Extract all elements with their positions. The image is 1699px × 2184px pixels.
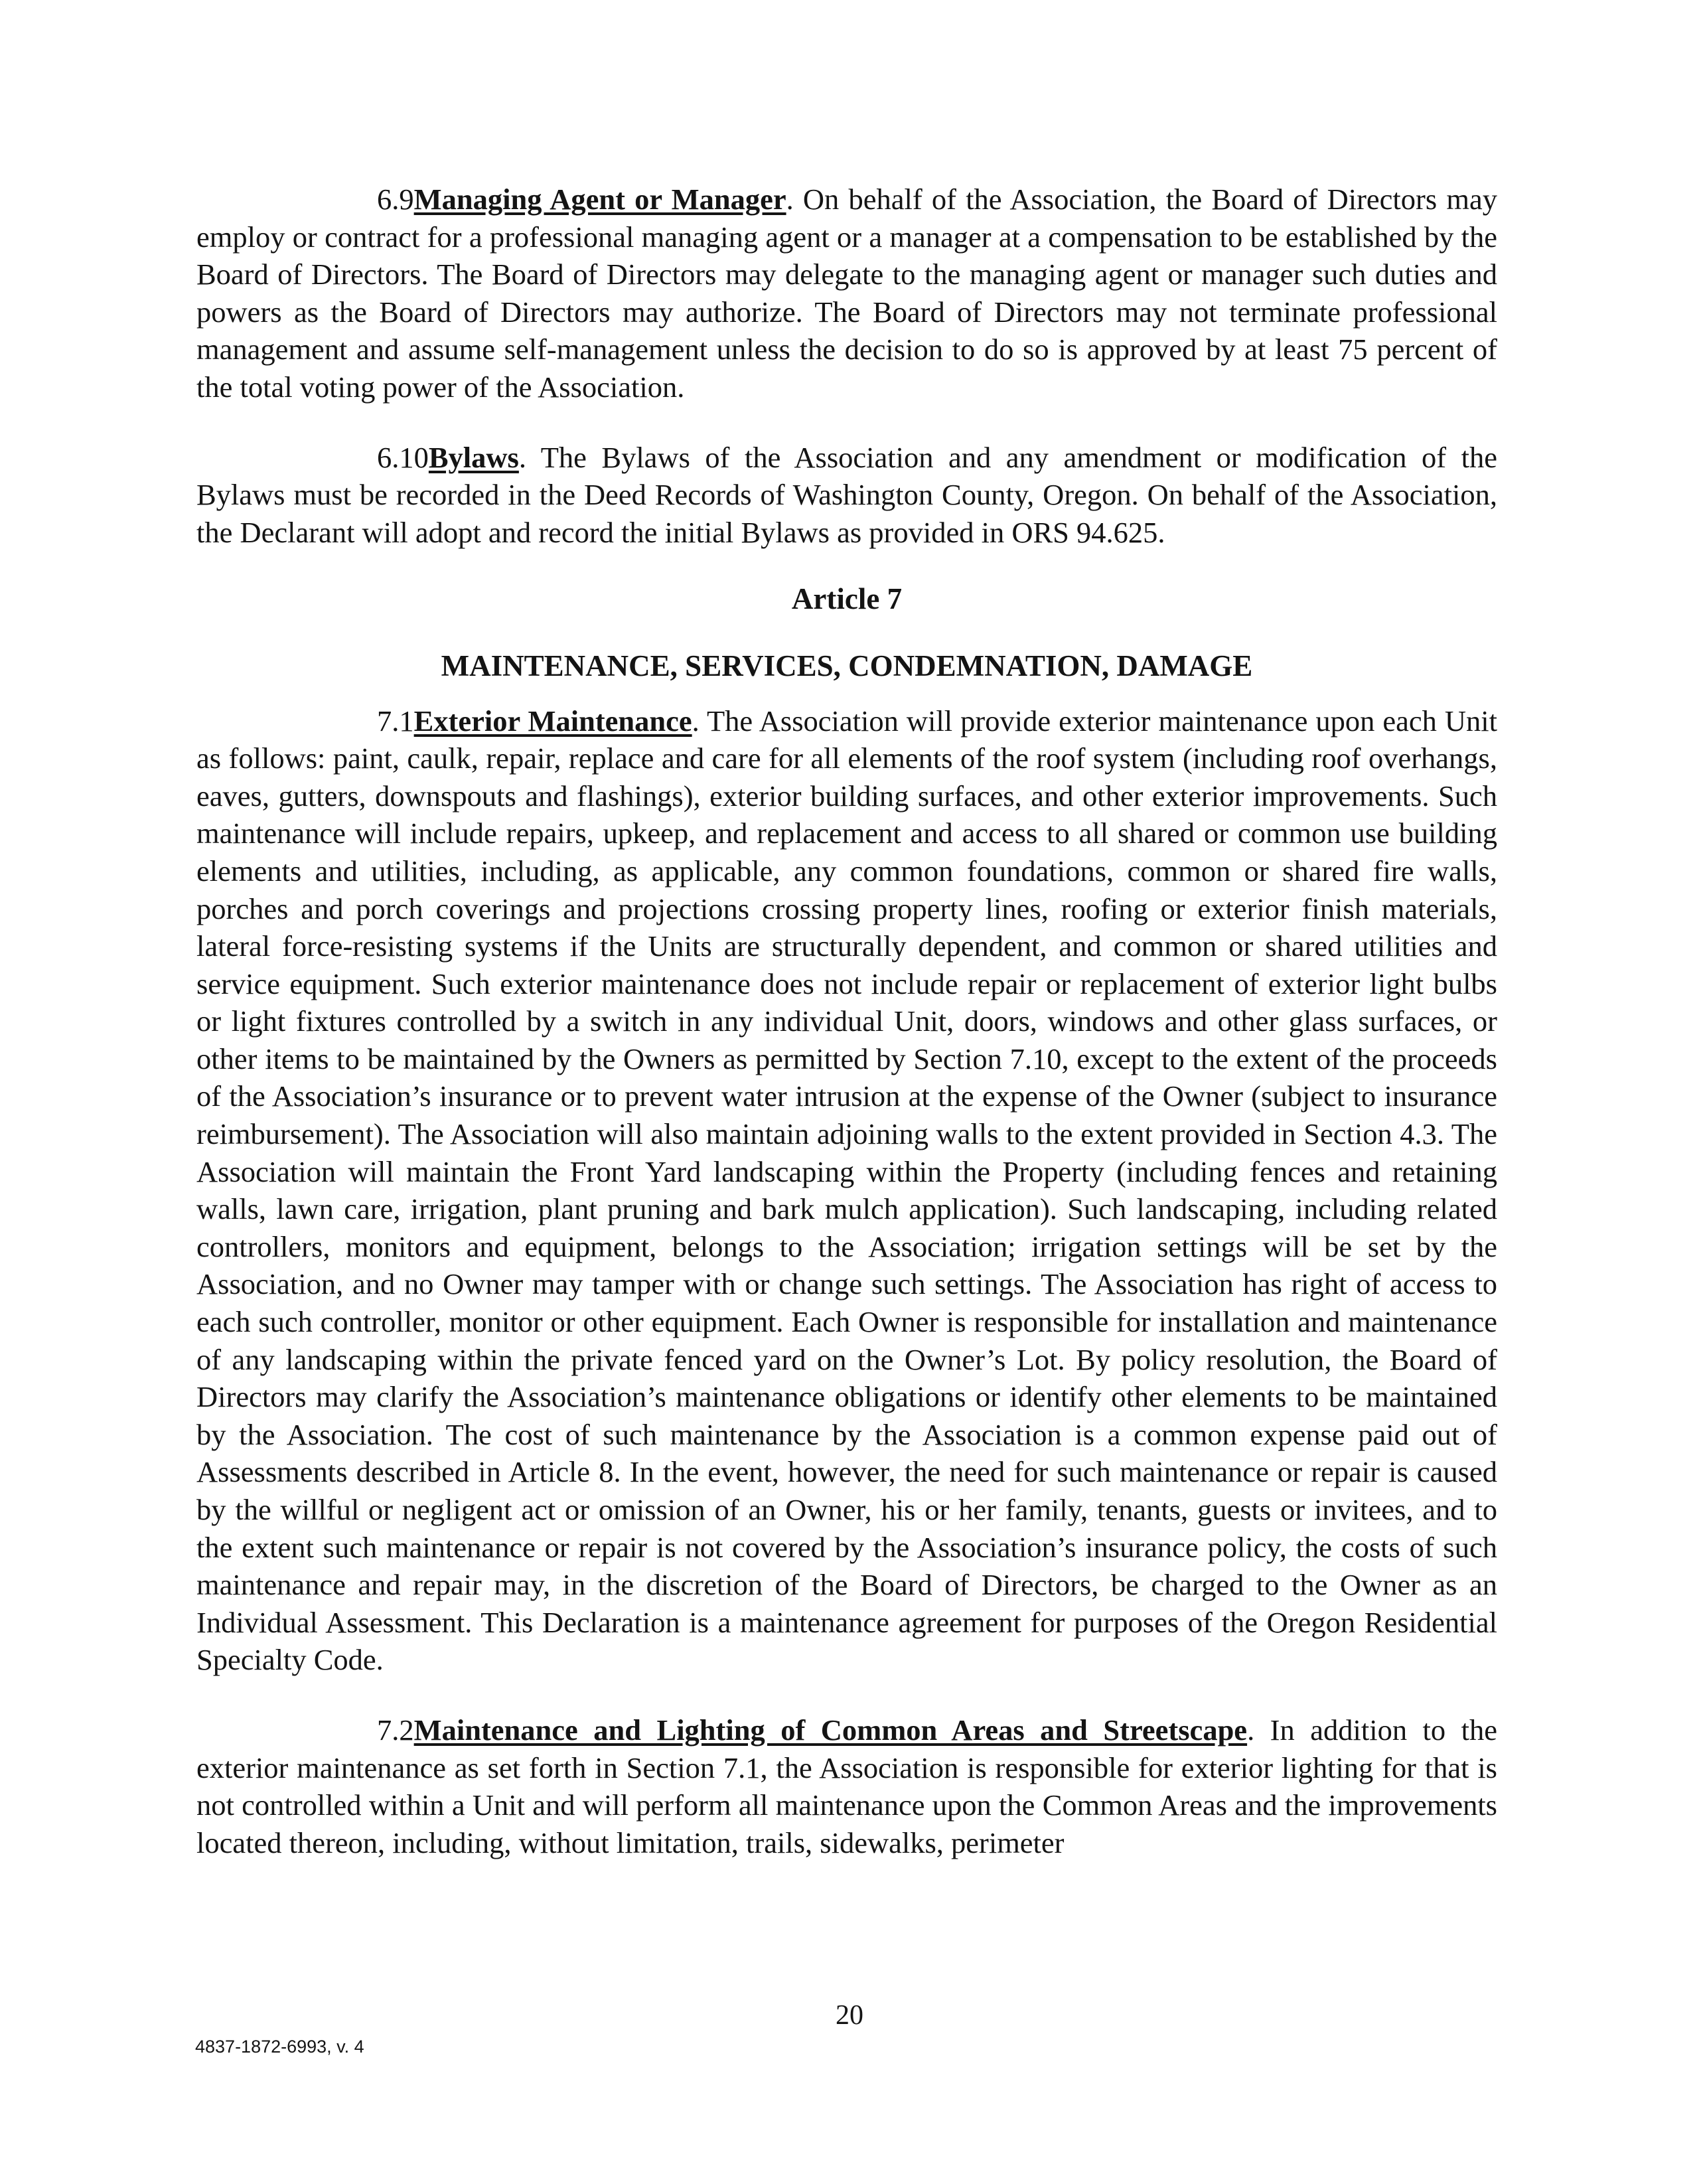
section-7-1 bbox=[196, 702, 1497, 1679]
section-number: 7.2 bbox=[377, 1713, 414, 1747]
section-text: . In addition to the exterior maintenance as set forth in Section 7.1, the Association is responsible for exterior lighting for that is not controlled within a Unit and will perform all maintenance upon the Common Areas and the improvements located thereon, including, without limitation, trails, sidewalks, perimeter bbox=[196, 1713, 1498, 1859]
section-number: 6.10 bbox=[377, 440, 429, 474]
section-title: Managing Agent or Manager bbox=[413, 183, 786, 216]
document-body bbox=[196, 181, 1497, 1861]
article-title: MAINTENANCE, SERVICES, CONDEMNATION, DAMAGE bbox=[441, 649, 1253, 682]
section-text: . The Bylaws of the Association and any amendment or modification of the Bylaws must be recorded in the Deed Records of Washington County, Oregon. On behalf of the Association, the Declarant will adopt and record the initial Bylaws as provided in ORS 94.625. bbox=[196, 440, 1497, 549]
section-6-9 bbox=[196, 181, 1497, 406]
section-number: 6.9 bbox=[377, 183, 414, 216]
section-title: Maintenance and Lighting of Common Areas and Streetscape bbox=[413, 1713, 1248, 1747]
section-text: . On behalf of the Association, the Board of Directors may employ or contract for a professional managing agent or a manager at a compensation to be established by the Board of Directors. The Board of Directors may delegate to the managing agent or manager such duties and powers as the Board of Directors may authorize. The Board of Directors may not terminate professional management and assume self-management unless the decision to do so is approved by at least 75 percent of the total voting power of the Association. bbox=[196, 183, 1497, 404]
article-heading: Article 7 bbox=[791, 582, 903, 616]
document-id: 4837-1872-6993, v. 4 bbox=[195, 2037, 364, 2057]
section-title: Exterior Maintenance bbox=[413, 704, 692, 738]
page-number: 20 bbox=[836, 2000, 863, 2031]
section-6-10 bbox=[196, 439, 1497, 552]
section-title: Bylaws bbox=[428, 440, 519, 474]
section-number: 7.1 bbox=[377, 704, 414, 738]
section-7-2 bbox=[196, 1711, 1497, 1861]
section-text: . The Association will provide exterior maintenance upon each Unit as follows: paint, caulk, repair, replace and care for all elements of the roof system (including roof overhangs, eaves, gutters, downspouts and flashings), exterior building surfaces, and other exterior improvements. Such maintenance will include repairs, upkeep, and replacement and access to all shared or common use building elements and utilities, including, as applicable, any common foundations, common or shared fire walls, porches and porch coverings and projections crossing property lines, roofing or exterior finish materials, lateral force-resisting systems if the Units are structurally dependent, and common or shared utilities and service equipment. Such exterior maintenance does not include repair or replacement of exterior light bulbs or light fixtures controlled by a switch in any individual Unit, doors, windows and other glass surfaces, or other items to be maintained by the Owners as permitted by Section 7.10, except to the extent of the proceeds of the Association’s insurance or to prevent water intrusion at the expense of the Owner (subject to insurance reimbursement). The Association will also maintain adjoining walls to the extent provided in Section 4.3. The Association will maintain the Front Yard landscaping within the Property (including fences and retaining walls, lawn care, irrigation, plant pruning and bark mulch application). Such landscaping, including related controllers, monitors and equipment, belongs to the Association; irrigation settings will be set by the Association, and no Owner may tamper with or change such settings. The Association has right of access to each such controller, monitor or other equipment. Each Owner is responsible for installation and maintenance of any landscaping within the private fenced yard on the Owner’s Lot. By policy resolution, the Board of Directors may clarify the Association’s maintenance obligations or identify other elements to be maintained by the Association. The cost of such maintenance by the Association is a common expense paid out of Assessments described in Article 8. In the event, however, the need for such maintenance or repair is caused by the willful or negligent act or omission of an Owner, his or her family, tenants, guests or invitees, and to the extent such maintenance or repair is not covered by the Association’s insurance policy, the costs of such maintenance and repair may, in the discretion of the Board of Directors, be charged to the Owner as an Individual Assessment. This Declaration is a maintenance agreement for purposes of the Oregon Residential Specialty Code. bbox=[196, 704, 1498, 1677]
